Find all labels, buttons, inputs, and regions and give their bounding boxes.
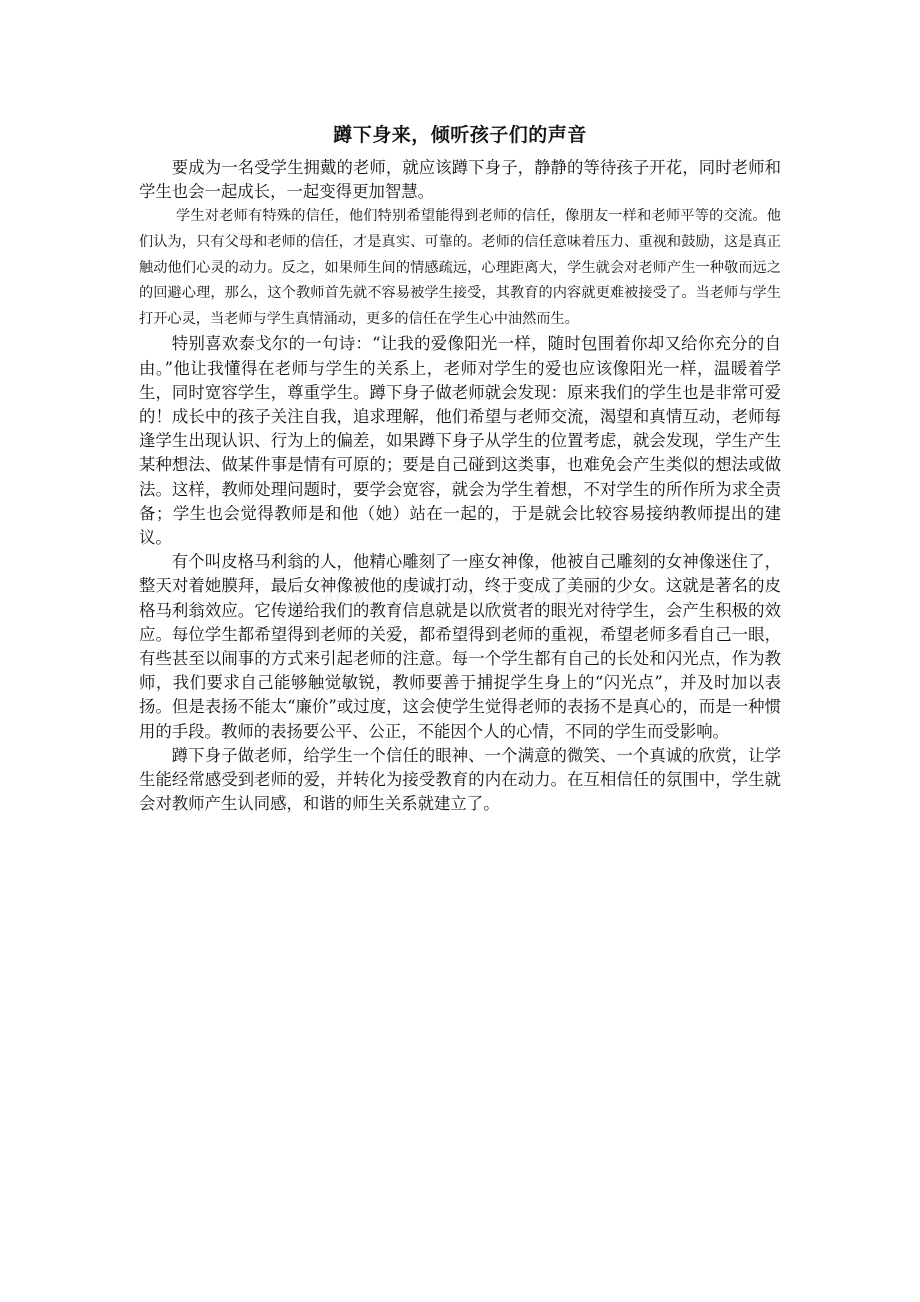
paragraph-tagore: 特别喜欢泰戈尔的一句诗：“让我的爱像阳光一样，随时包围着你却又给你充分的自由。”他让我懂得在老师与学生的关系上，老师对学生的爱也应该像阳光一样，温暖着学生，同时宽容学生，尊重学生。蹲下身子做老师就会发现：原来我们的学生也是非常可爱的！成长中的孩子关注自我，追求理解，他们希望与老师交流，渴望和真情互动，老师每逢学生出现认识、行为上的偏差，如果蹲下身子从学生的位置考虑，就会发现，学生产生某种想法、做某件事是情有可原的；要是自己碰到这类事，也难免会产生类似的想法或做法。这样，教师处理问题时，要学会宽容，就会为学生着想，不对学生的所作所为求全责备；学生也会觉得教师是和他（她）站在一起的，于是就会比较容易接纳教师提出的建议。 (139, 334, 781, 547)
paragraph-trust: 学生对老师有特殊的信任，他们特别希望能得到老师的信任，像朋友一样和老师平等的交流。他们认为，只有父母和老师的信任，才是真实、可靠的。老师的信任意味着压力、重视和鼓励，这是真正触动他们心灵的动力。反之，如果师生间的情感疏远，心理距离大，学生就会对老师产生一种敬而远之的回避心理，那么，这个教师首先就不容易被学生接受，其教育的内容就更难被接受了。当老师与学生打开心灵，当老师与学生真情涌动，更多的信任在学生心中油然而生。 (139, 208, 781, 327)
paragraph-intro: 要成为一名受学生拥戴的老师，就应该蹲下身子，静静的等待孩子开花，同时老师和学生也会一起成长，一起变得更加智慧。 (139, 158, 781, 202)
paragraph-pygmalion: 有个叫皮格马利翁的人，他精心雕刻了一座女神像，他被自己雕刻的女神像迷住了，整天对着她膜拜，最后女神像被他的虔诚打动，终于变成了美丽的少女。这就是著名的皮格马利翁效应。它传递给我们的教育信息就是以欣赏者的眼光对待学生，会产生积极的效应。每位学生都希望得到老师的关爱，都希望得到老师的重视，希望老师多看自己一眼，有些甚至以闹事的方式来引起老师的注意。每一个学生都有自己的长处和闪光点，作为教师，我们要求自己能够触觉敏锐，教师要善于捕捉学生身上的“闪光点”，并及时加以表扬。但是表扬不能太“廉价”或过度，这会使学生觉得老师的表扬不是真心的，而是一种惯用的手段。教师的表扬要公平、公正，不能因个人的心情，不同的学生而受影响。 (139, 552, 781, 741)
document-body (139, 118, 781, 816)
document-title: 蹲下身来，倾听孩子们的声音 (333, 124, 587, 146)
paragraph-conclusion: 蹲下身子做老师，给学生一个信任的眼神、一个满意的微笑、一个真诚的欣赏，让学生能经常感受到老师的爱，并转化为接受教育的内在动力。在互相信任的氛围中，学生就会对教师产生认同感，和谐的师生关系就建立了。 (139, 745, 781, 814)
